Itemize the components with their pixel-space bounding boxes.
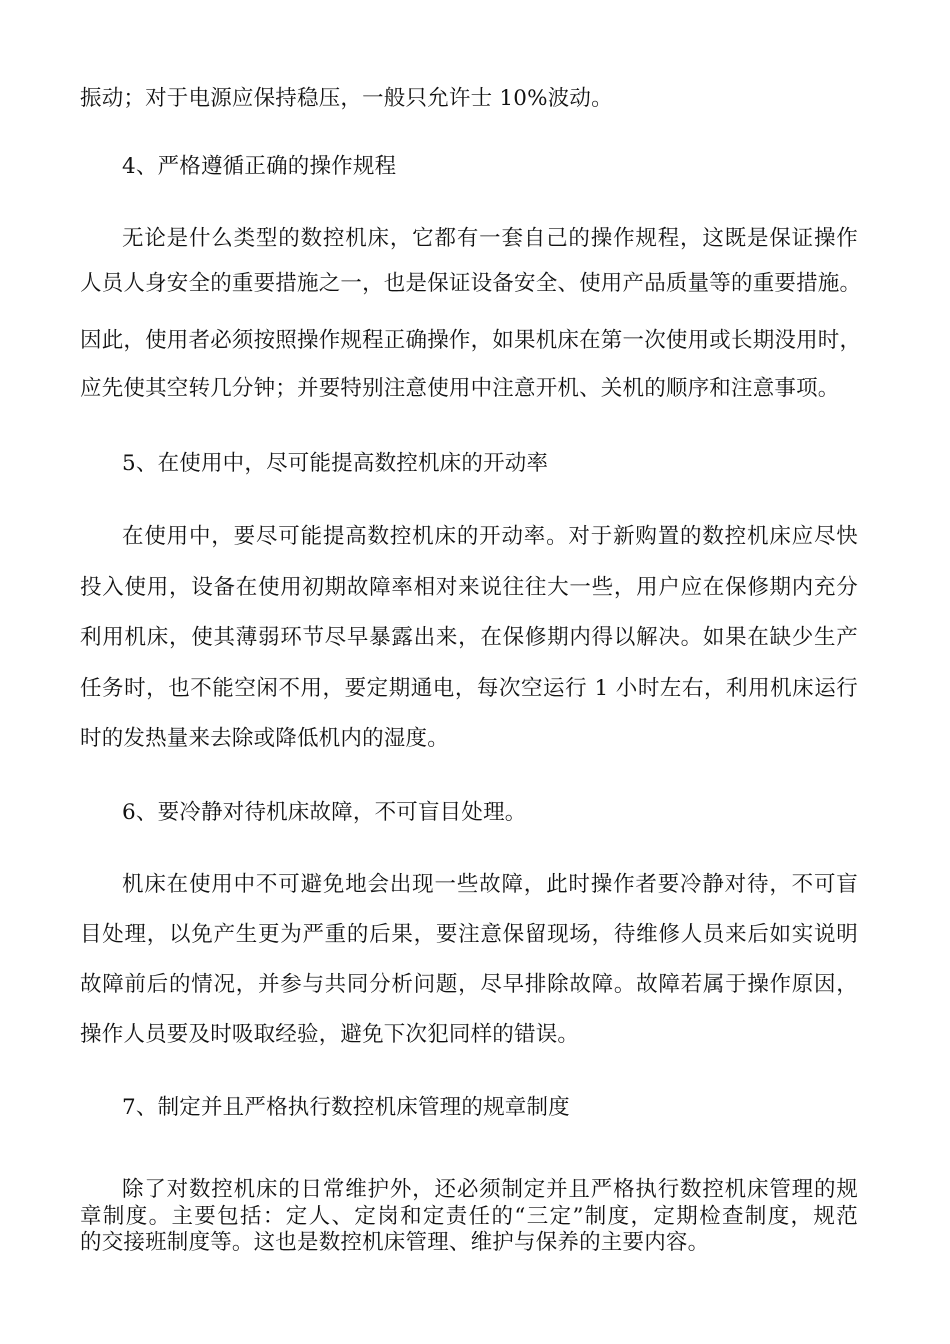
section-heading-6: 6、要冷静对待机床故障，不可盲目处理。 xyxy=(122,800,527,825)
paragraph-line: 除了对数控机床的日常维护外，还必须制定并且严格执行数控机床管理的规 xyxy=(122,1177,858,1202)
section-heading-4: 4、严格遵循正确的操作规程 xyxy=(122,154,397,179)
paragraph-line: 在使用中，要尽可能提高数控机床的开动率。对于新购置的数控机床应尽快 xyxy=(122,524,858,549)
paragraph-line: 振动；对于电源应保持稳压，一般只允许士 10%波动。 xyxy=(80,86,613,111)
paragraph-line: 无论是什么类型的数控机床，它都有一套自己的操作规程，这既是保证操作 xyxy=(122,226,858,251)
paragraph-line: 章制度。主要包括：定人、定岗和定责任的“三定”制度，定期检查制度，规范 xyxy=(80,1204,858,1229)
paragraph-line: 投入使用，设备在使用初期故障率相对来说往往大一些，用户应在保修期内充分 xyxy=(80,575,858,600)
paragraph-line: 目处理，以免产生更为严重的后果，要注意保留现场，待维修人员来后如实说明 xyxy=(80,922,858,947)
paragraph-line: 时的发热量来去除或降低机内的湿度。 xyxy=(80,726,449,751)
paragraph-line: 因此，使用者必须按照操作规程正确操作，如果机床在第一次使用或长期没用时， xyxy=(80,328,862,353)
paragraph-line: 故障前后的情况，并参与共同分析问题，尽早排除故障。故障若属于操作原因， xyxy=(80,972,858,997)
paragraph-line: 任务时，也不能空闲不用，要定期通电，每次空运行 1 小时左右，利用机床运行 xyxy=(80,676,858,701)
paragraph-line: 的交接班制度等。这也是数控机床管理、维护与保养的主要内容。 xyxy=(80,1230,710,1255)
paragraph-line: 机床在使用中不可避免地会出现一些故障，此时操作者要冷静对待，不可盲 xyxy=(122,872,858,897)
paragraph-line: 操作人员要及时吸取经验，避免下次犯同样的错误。 xyxy=(80,1022,580,1047)
paragraph-line: 人员人身安全的重要措施之一，也是保证设备安全、使用产品质量等的重要措施。 xyxy=(80,271,862,296)
section-heading-5: 5、在使用中，尽可能提高数控机床的开动率 xyxy=(122,451,549,476)
paragraph-line: 利用机床，使其薄弱环节尽早暴露出来，在保修期内得以解决。如果在缺少生产 xyxy=(80,625,858,650)
paragraph-line: 应先使其空转几分钟；并要特别注意使用中注意开机、关机的顺序和注意事项。 xyxy=(80,376,840,401)
section-heading-7: 7、制定并且严格执行数控机床管理的规章制度 xyxy=(122,1095,570,1120)
